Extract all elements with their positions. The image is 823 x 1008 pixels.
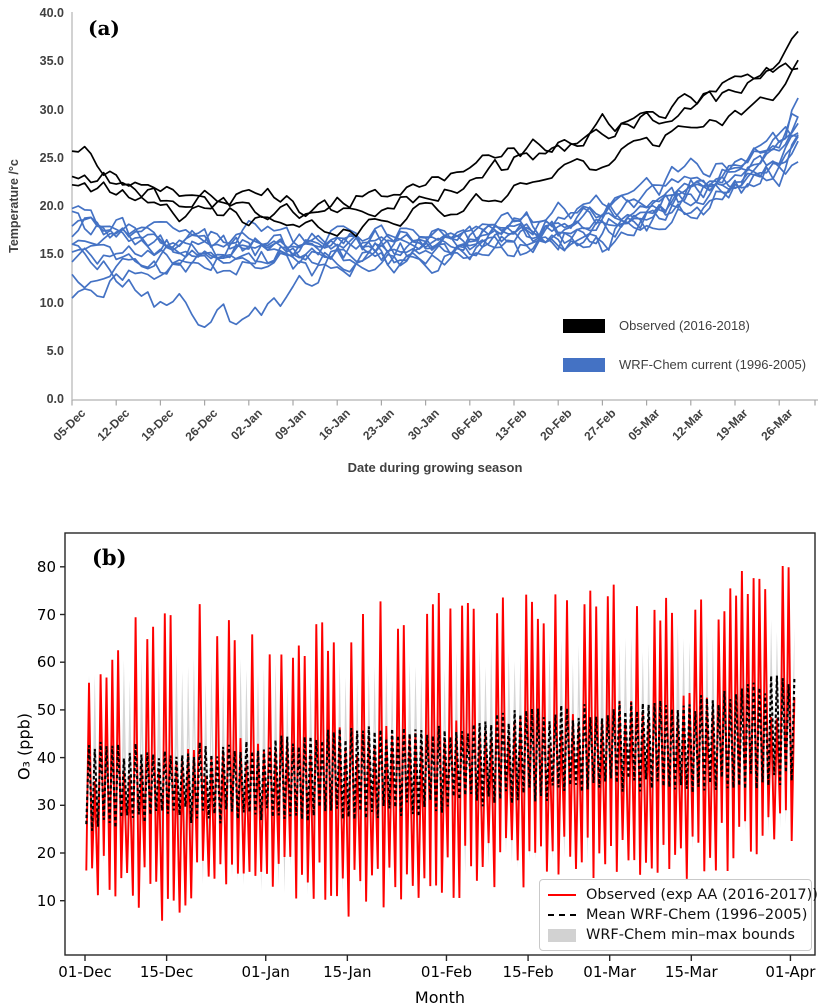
a-y-tick-label: 20.0 <box>39 199 64 213</box>
a-y-tick-label: 0.0 <box>46 392 64 406</box>
b-y-tick-label: 60 <box>36 653 56 672</box>
a-y-tick-label: 15.0 <box>39 247 64 262</box>
legend-item-minmax-band <box>548 925 803 945</box>
panel-b-legend <box>539 879 818 951</box>
b-x-tick-label: 15-Feb <box>502 963 554 981</box>
a-y-tick-label: 30.0 <box>39 102 64 117</box>
panel-a-label: (a) <box>88 16 120 40</box>
panel-b-ozone-chart <box>0 505 823 1008</box>
b-y-tick-label: 80 <box>36 557 56 576</box>
a-y-tick-label: 5.0 <box>46 343 64 358</box>
b-x-tick-label: 01-Feb <box>420 963 472 981</box>
b-x-tick-label: 15-Dec <box>139 963 194 981</box>
a-x-tick-label: 20-Feb <box>536 406 575 444</box>
b-x-tick-label: 01-Dec <box>58 963 112 981</box>
legend-label-mean-wrf: Mean WRF-Chem (1996–2005) <box>586 907 808 923</box>
b-plot-area <box>86 566 794 921</box>
a-y-tick-label: 35.0 <box>39 54 64 69</box>
a-y-tick-label: 25.0 <box>39 150 64 165</box>
a-x-tick-label: 09-Jan <box>272 406 309 443</box>
b-y-tick-label: 40 <box>36 748 56 767</box>
b-y-tick-label: 20 <box>36 844 56 862</box>
a-x-tick-label: 26-Dec <box>182 406 221 444</box>
a-x-tick-label: 12-Mar <box>669 406 707 444</box>
legend-label-wrf-chem: WRF-Chem current (1996-2005) <box>619 357 807 372</box>
b-x-tick-label: 01-Apr <box>765 963 816 981</box>
legend-label-minmax-band: WRF-Chem min–max bounds <box>586 927 795 943</box>
a-y-tick-label: 40.0 <box>39 6 64 20</box>
observed-line <box>72 60 798 236</box>
wrf-chem-line <box>72 161 798 288</box>
panel-a-y-axis-title: Temperature /°c <box>7 159 21 253</box>
b-x-tick-label: 15-Mar <box>664 963 718 981</box>
b-x-tick-label: 01-Mar <box>583 963 637 981</box>
b-y-tick-label: 50 <box>36 700 56 719</box>
panel-b-label: (b) <box>92 545 127 570</box>
b-y-tick-label: 10 <box>36 891 56 910</box>
legend-item-observed <box>563 318 806 333</box>
red-line-sample <box>548 894 576 896</box>
observed-color-swatch <box>563 319 605 333</box>
a-x-tick-label: 02-Jan <box>227 406 265 443</box>
a-x-tick-label: 30-Jan <box>404 406 442 443</box>
legend-label-observed: Observed (2016-2018) <box>619 318 750 333</box>
legend-item-mean-wrf <box>548 905 808 925</box>
a-x-tick-label: 05-Dec <box>50 406 88 444</box>
b-x-tick-label: 01-Jan <box>241 963 290 981</box>
a-x-tick-label: 19-Dec <box>138 406 177 444</box>
panel-b-x-axis-title: Month <box>414 988 466 1007</box>
gray-band-sample <box>548 929 576 942</box>
b-x-tick-label: 15-Jan <box>323 963 372 981</box>
a-x-tick-label: 12-Dec <box>94 406 133 444</box>
a-x-tick-label: 27-Feb <box>581 406 619 444</box>
legend-item-wrf-chem <box>563 357 806 372</box>
b-y-tick-label: 30 <box>36 796 56 815</box>
a-x-tick-label: 16-Jan <box>316 406 354 443</box>
panel-b-y-axis-title: O₃ (ppb) <box>14 712 34 781</box>
a-y-tick-label: 10.0 <box>39 295 64 310</box>
a-x-tick-label: 13-Feb <box>492 406 530 444</box>
a-x-tick-label: 23-Jan <box>360 406 398 443</box>
black-dashed-line-sample <box>548 914 576 916</box>
a-x-tick-label: 26-Mar <box>757 406 796 444</box>
legend-label-observed-o3: Observed (exp AA (2016-2017)) <box>586 887 818 903</box>
panel-a-x-axis-title: Date during growing season <box>347 460 523 475</box>
a-x-tick-label: 05-Mar <box>625 406 663 444</box>
b-y-tick-label: 70 <box>36 605 56 624</box>
panel-a-legend <box>563 318 806 396</box>
legend-item-observed-o3 <box>548 885 818 905</box>
a-x-tick-label: 19-Mar <box>713 406 751 444</box>
wrf-chem-color-swatch <box>563 358 605 372</box>
a-x-tick-label: 06-Feb <box>448 406 486 444</box>
